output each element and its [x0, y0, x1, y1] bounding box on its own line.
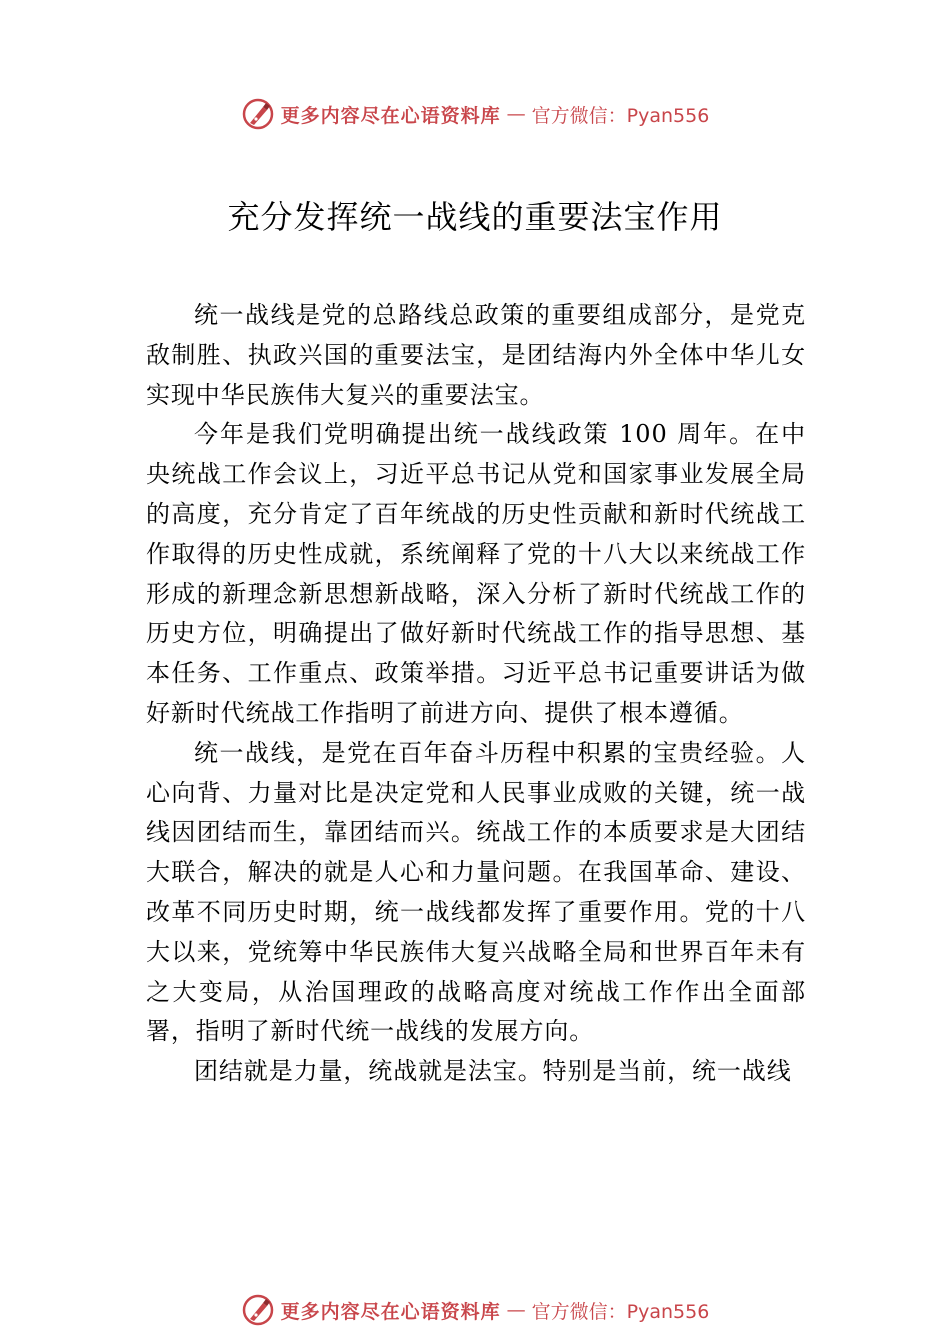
paragraph: 今年是我们党明确提出统一战线政策 100 周年。在中央统战工作会议上，习近平总书记从党和国家事业发展全局的高度，充分肯定了百年统战的历史性贡献和新时代统战工作取得的历史性成就，系统阐释了党的十八大以来统战工作形成的新理念新思想新战略，深入分析了新时代统战工作的历史方位，明确提出了做好新时代统战工作的指导思想、基本任务、工作重点、政策举措。习近平总书记重要讲话为做好新时代统战工作指明了前进方向、提供了根本遵循。 — [146, 420, 806, 727]
pen-logo-icon — [241, 1293, 275, 1327]
paragraph: 团结就是力量，统战就是法宝。特别是当前，统一战线 — [194, 1057, 792, 1086]
header-watermark — [0, 94, 950, 134]
watermark-separator: — — [506, 1299, 526, 1321]
watermark-wechat: 官方微信：Pyan556 — [531, 1300, 710, 1323]
paragraph: 统一战线是党的总路线总政策的重要组成部分，是党克敌制胜、执政兴国的重要法宝，是团结海内外全体中华儿女实现中华民族伟大复兴的重要法宝。 — [146, 301, 806, 409]
watermark-wechat: 官方微信：Pyan556 — [531, 104, 710, 127]
watermark-text: 更多内容尽在心语资料库 — [280, 104, 501, 127]
pen-logo-icon — [241, 97, 275, 131]
watermark-separator: — — [506, 103, 526, 125]
footer-watermark — [0, 1290, 950, 1330]
document-title: 充分发挥统一战线的重要法宝作用 — [227, 198, 723, 236]
document-body — [146, 296, 806, 1092]
watermark-text: 更多内容尽在心语资料库 — [280, 1300, 501, 1323]
paragraph: 统一战线，是党在百年奋斗历程中积累的宝贵经验。人心向背、力量对比是决定党和人民事业成败的关键，统一战线因团结而生，靠团结而兴。统战工作的本质要求是大团结大联合，解决的就是人心和力量问题。在我国革命、建设、改革不同历史时期，统一战线都发挥了重要作用。党的十八大以来，党统筹中华民族伟大复兴战略全局和世界百年未有之大变局，从治国理政的战略高度对统战工作作出全面部署，指明了新时代统一战线的发展方向。 — [146, 738, 806, 1046]
